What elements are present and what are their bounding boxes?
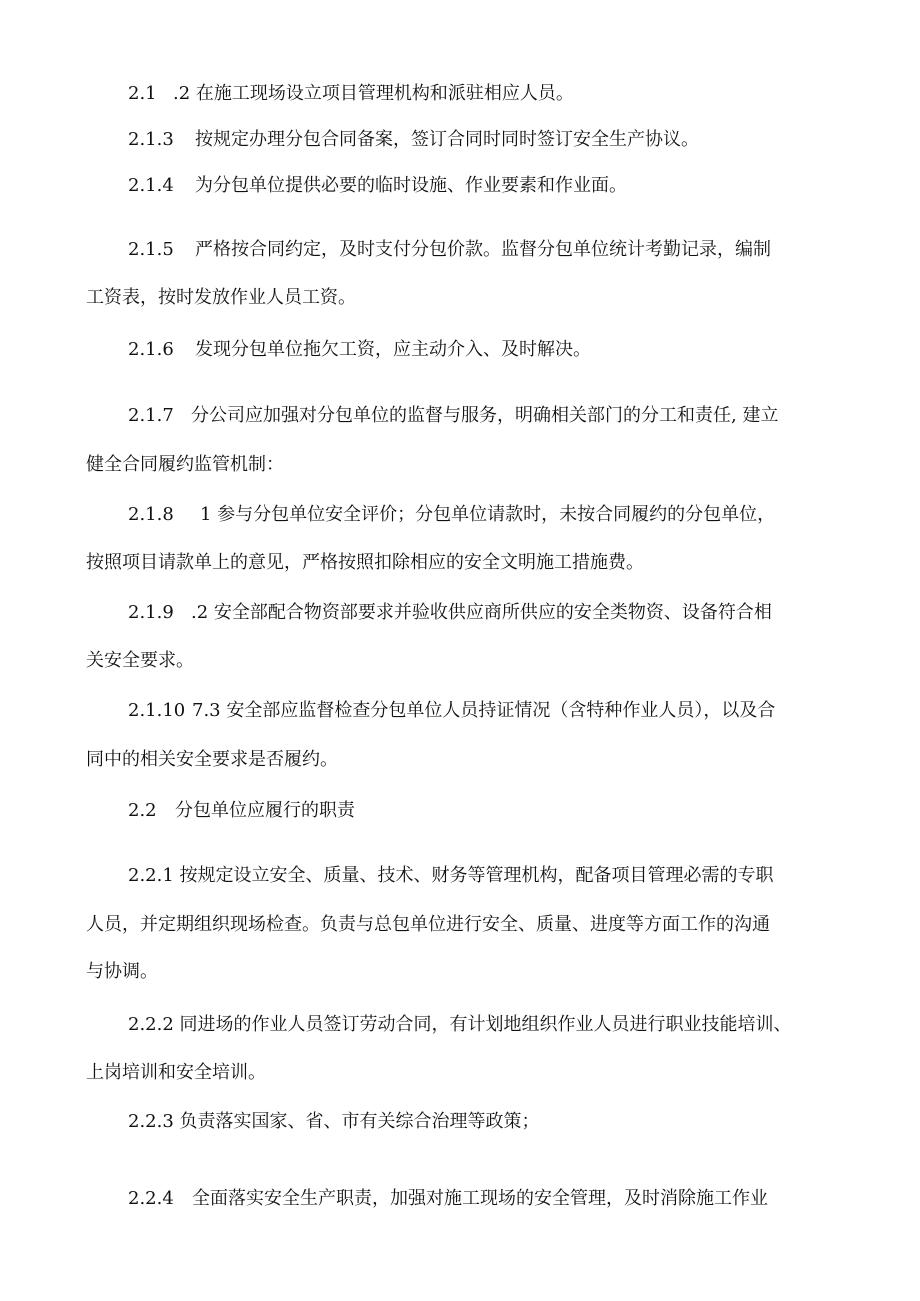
paragraph-text: 全面落实安全生产职责，加强对施工现场的安全管理，及时消除施工作业 — [192, 1188, 768, 1209]
section-number: 2.1.3 — [128, 129, 174, 150]
paragraph-2-1-9 — [128, 601, 772, 625]
paragraph-text: 分公司应加强对分包单位的监督与服务，明确相关部门的分工和责任, 建立 — [191, 405, 779, 426]
paragraph-continuation: 关安全要求。 — [86, 650, 194, 671]
section-heading-2-2 — [128, 799, 355, 823]
paragraph-text: 7.3 安全部应监督检查分包单位人员持证情况（含特种作业人员），以及合 — [192, 700, 776, 721]
paragraph-2-1-5 — [128, 238, 771, 262]
paragraph-continuation: 上岗培训和安全培训。 — [86, 1062, 266, 1083]
paragraph-text: .2 在施工现场设立项目管理机构和派驻相应人员。 — [173, 83, 574, 104]
paragraph-2-1-2 — [128, 82, 574, 106]
section-number: 2.1.7 — [128, 405, 174, 426]
paragraph-continuation: 同中的相关安全要求是否履约。 — [86, 749, 338, 770]
paragraph-2-2-3: 2.2.3 负责落实国家、省、市有关综合治理等政策； — [128, 1111, 540, 1132]
paragraph-continuation: 与协调。 — [86, 961, 158, 982]
section-number: 2.2 — [128, 800, 157, 821]
paragraph-text: 为分包单位提供必要的临时设施、作业要素和作业面。 — [195, 175, 627, 196]
paragraph-2-1-7 — [128, 404, 778, 428]
section-number: 2.2.4 — [128, 1188, 174, 1209]
section-number: 2.1.4 — [128, 175, 174, 196]
paragraph-2-2-1: 2.2.1 按规定设立安全、质量、技术、财务等管理机构，配备项目管理必需的专职 — [128, 865, 774, 886]
paragraph-2-1-3 — [128, 128, 699, 152]
paragraph-text: 严格按合同约定，及时支付分包价款。监督分包单位统计考勤记录，编制 — [195, 239, 771, 260]
section-heading-text: 分包单位应履行的职责 — [175, 800, 355, 821]
paragraph-text: 1 参与分包单位安全评价；分包单位请款时，未按合同履约的分包单位， — [200, 504, 776, 525]
paragraph-2-2-4 — [128, 1187, 768, 1211]
section-number: 2.1.6 — [128, 339, 174, 360]
section-number: 2.1 — [128, 83, 157, 104]
paragraph-continuation: 人员，并定期组织现场检查。负责与总包单位进行安全、质量、进度等方面工作的沟通 — [86, 914, 770, 935]
paragraph-2-1-4 — [128, 174, 627, 198]
paragraph-continuation: 工资表，按时发放作业人员工资。 — [86, 287, 356, 308]
paragraph-continuation: 按照项目请款单上的意见，严格按照扣除相应的安全文明施工措施费。 — [86, 552, 644, 573]
section-number: 2.1.8 — [128, 504, 174, 525]
section-number: 2.1.5 — [128, 239, 174, 260]
paragraph-2-2-2: 2.2.2 同进场的作业人员签订劳动合同，有计划地组织作业人员进行职业技能培训、 — [128, 1014, 792, 1035]
paragraph-text: 按规定办理分包合同备案，签订合同时同时签订安全生产协议。 — [195, 129, 699, 150]
section-number: 2.1.10 — [128, 700, 186, 721]
paragraph-2-1-10 — [128, 699, 775, 723]
paragraph-text: 发现分包单位拖欠工资，应主动介入、及时解决。 — [195, 339, 591, 360]
paragraph-text: .2 安全部配合物资部要求并验收供应商所供应的安全类物资、设备符合相 — [191, 602, 772, 623]
paragraph-2-1-8 — [128, 503, 775, 527]
paragraph-continuation: 健全合同履约监管机制： — [86, 454, 284, 475]
section-number: 2.1.9 — [128, 602, 174, 623]
paragraph-2-1-6 — [128, 338, 591, 362]
